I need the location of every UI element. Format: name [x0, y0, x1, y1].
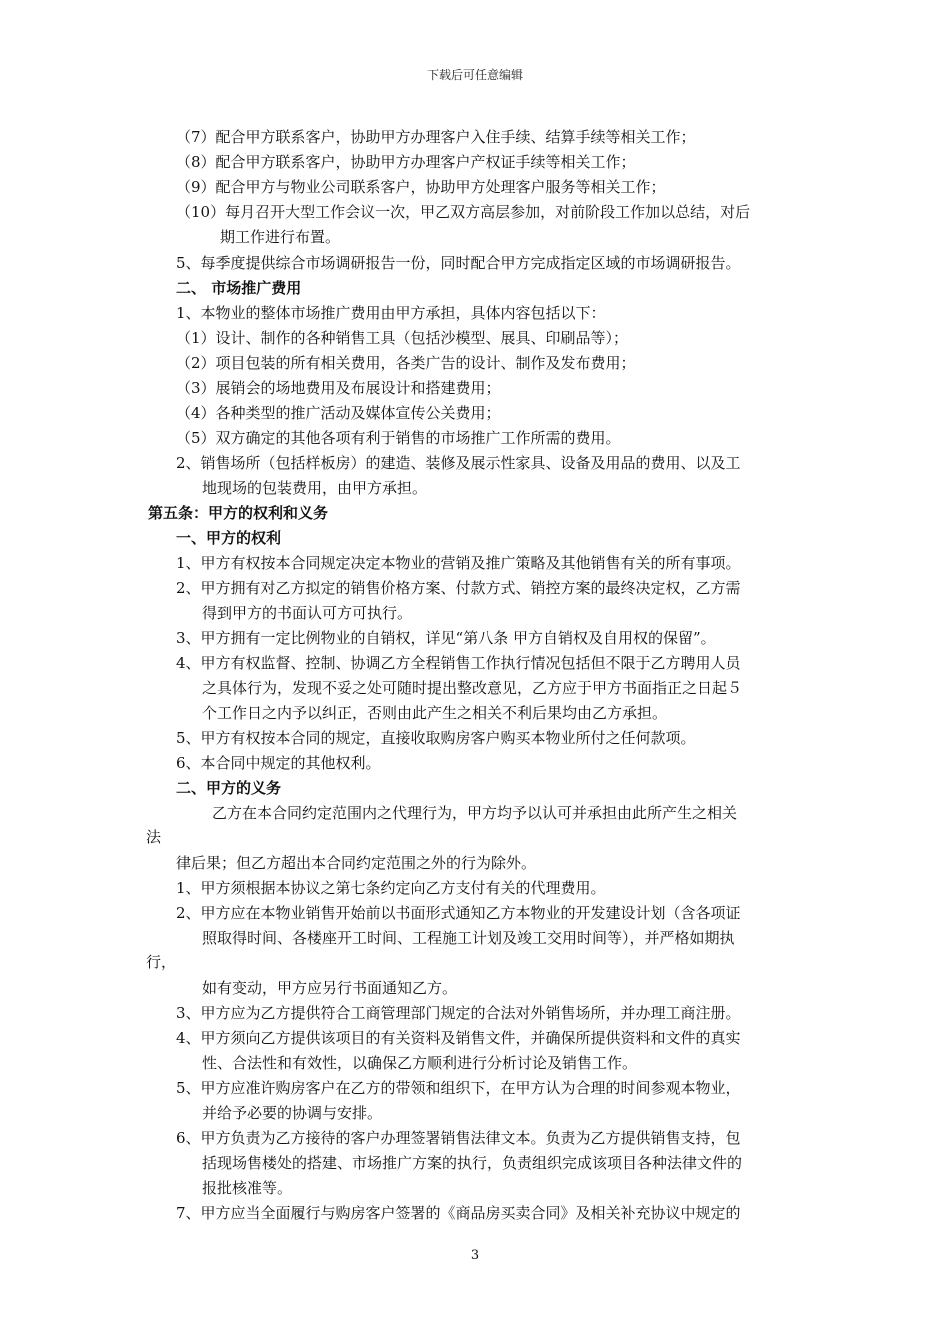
text-line: 1、本物业的整体市场推广费用由甲方承担，具体内容包括以下： — [176, 304, 606, 322]
text-line: （3）展销会的场地费用及布展设计和搭建费用； — [176, 379, 501, 397]
text-line: 括现场售楼处的搭建、市场推广方案的执行，负责组织完成该项目各种法律文件的 — [202, 1154, 743, 1172]
text-line: 2、销售场所（包括样板房）的建造、装修及展示性家具、设备及用品的费用、以及工 — [176, 454, 741, 472]
text-line: 2、甲方拥有对乙方拟定的销售价格方案、付款方式、销控方案的最终决定权，乙方需 — [176, 579, 741, 597]
text-line: 照取得时间、各楼座开工时间、工程施工计划及竣工交用时间等），并严格如期执 — [202, 929, 735, 947]
text-line: 法 — [146, 828, 162, 846]
text-line: 6、本合同中规定的其他权利。 — [176, 754, 381, 772]
text-line: （7）配合甲方联系客户，协助甲方办理客户入住手续、结算手续等相关工作； — [176, 128, 696, 146]
section-heading: 二、甲方的义务 — [176, 779, 282, 797]
text-line: 6、甲方负责为乙方接待的客户办理签署销售法律文本。负责为乙方提供销售支持，包 — [176, 1129, 741, 1147]
text-line: 得到甲方的书面认可方可执行。 — [202, 604, 413, 622]
text-line: （9）配合甲方与物业公司联系客户，协助甲方处理客户服务等相关工作； — [176, 178, 666, 196]
text-line: 5、甲方应准许购房客户在乙方的带领和组织下，在甲方认为合理的时间参观本物业， — [176, 1079, 741, 1097]
text-line: （1）设计、制作的各种销售工具（包括沙模型、展具、印刷品等）； — [176, 329, 629, 347]
text-line: 并给予必要的协调与安排。 — [202, 1104, 383, 1122]
text-line: 行， — [146, 953, 177, 971]
section-heading: 一、甲方的权利 — [176, 529, 282, 547]
section-heading: 二、 市场推广费用 — [176, 279, 302, 297]
page-number: 3 — [470, 1248, 480, 1263]
text-line: （8）配合甲方联系客户，协助甲方办理客户产权证手续等相关工作； — [176, 153, 636, 171]
text-line: （2）项目包装的所有相关费用，各类广告的设计、制作及发布费用； — [176, 354, 636, 372]
text-line: 7、甲方应当全面履行与购房客户签署的《商品房买卖合同》及相关补充协议中规定的 — [176, 1204, 741, 1222]
text-line: 个工作日之内予以纠正，否则由此产生之相关不利后果均由乙方承担。 — [202, 704, 668, 722]
page-header: 下载后可任意编辑 — [426, 68, 523, 82]
text-line: 之具体行为，发现不妥之处可随时提出整改意见，乙方应于甲方书面指正之日起５ — [202, 679, 743, 697]
text-line: 1、甲方有权按本合同规定决定本物业的营销及推广策略及其他销售有关的所有事项。 — [176, 554, 741, 572]
text-line: （4）各种类型的推广活动及媒体宣传公关费用； — [176, 404, 501, 422]
text-line: 4、甲方须向乙方提供该项目的有关资料及销售文件，并确保所提供资料和文件的真实 — [176, 1029, 741, 1047]
text-line: 乙方在本合同约定范围内之代理行为，甲方均予以认可并承担由此所产生之相关 — [212, 804, 738, 822]
text-line: 期工作进行布置。 — [220, 228, 341, 246]
text-line: 3、甲方应为乙方提供符合工商管理部门规定的合法对外销售场所，并办理工商注册。 — [176, 1004, 741, 1022]
text-line: 4、甲方有权监督、控制、协调乙方全程销售工作执行情况包括但不限于乙方聘用人员 — [176, 654, 741, 672]
text-line: 3、甲方拥有一定比例物业的自销权，详见“第八条 甲方自销权及自用权的保留”。 — [176, 629, 716, 647]
text-line: 性、合法性和有效性，以确保乙方顺利进行分析讨论及销售工作。 — [202, 1054, 638, 1072]
text-line: 报批核准等。 — [202, 1179, 293, 1197]
text-line: 如有变动，甲方应另行书面通知乙方。 — [202, 979, 458, 997]
text-line: （5）双方确定的其他各项有利于销售的市场推广工作所需的费用。 — [176, 429, 621, 447]
text-line: 律后果；但乙方超出本合同约定范围之外的行为除外。 — [176, 854, 537, 872]
text-line: 地现场的包装费用，由甲方承担。 — [202, 479, 428, 497]
text-line: 1、甲方须根据本协议之第七条约定向乙方支付有关的代理费用。 — [176, 879, 606, 897]
text-line: 5、每季度提供综合市场调研报告一份，同时配合甲方完成指定区域的市场调研报告。 — [176, 254, 741, 272]
text-line: （10）每月召开大型工作会议一次，甲乙双方高层参加，对前阶段工作加以总结，对后 — [176, 203, 751, 221]
text-line: 5、甲方有权按本合同的规定，直接收取购房客户购买本物业所付之任何款项。 — [176, 729, 696, 747]
text-line: 2、甲方应在本物业销售开始前以书面形式通知乙方本物业的开发建设计划（含各项证 — [176, 904, 741, 922]
article-heading: 第五条：甲方的权利和义务 — [148, 504, 329, 522]
